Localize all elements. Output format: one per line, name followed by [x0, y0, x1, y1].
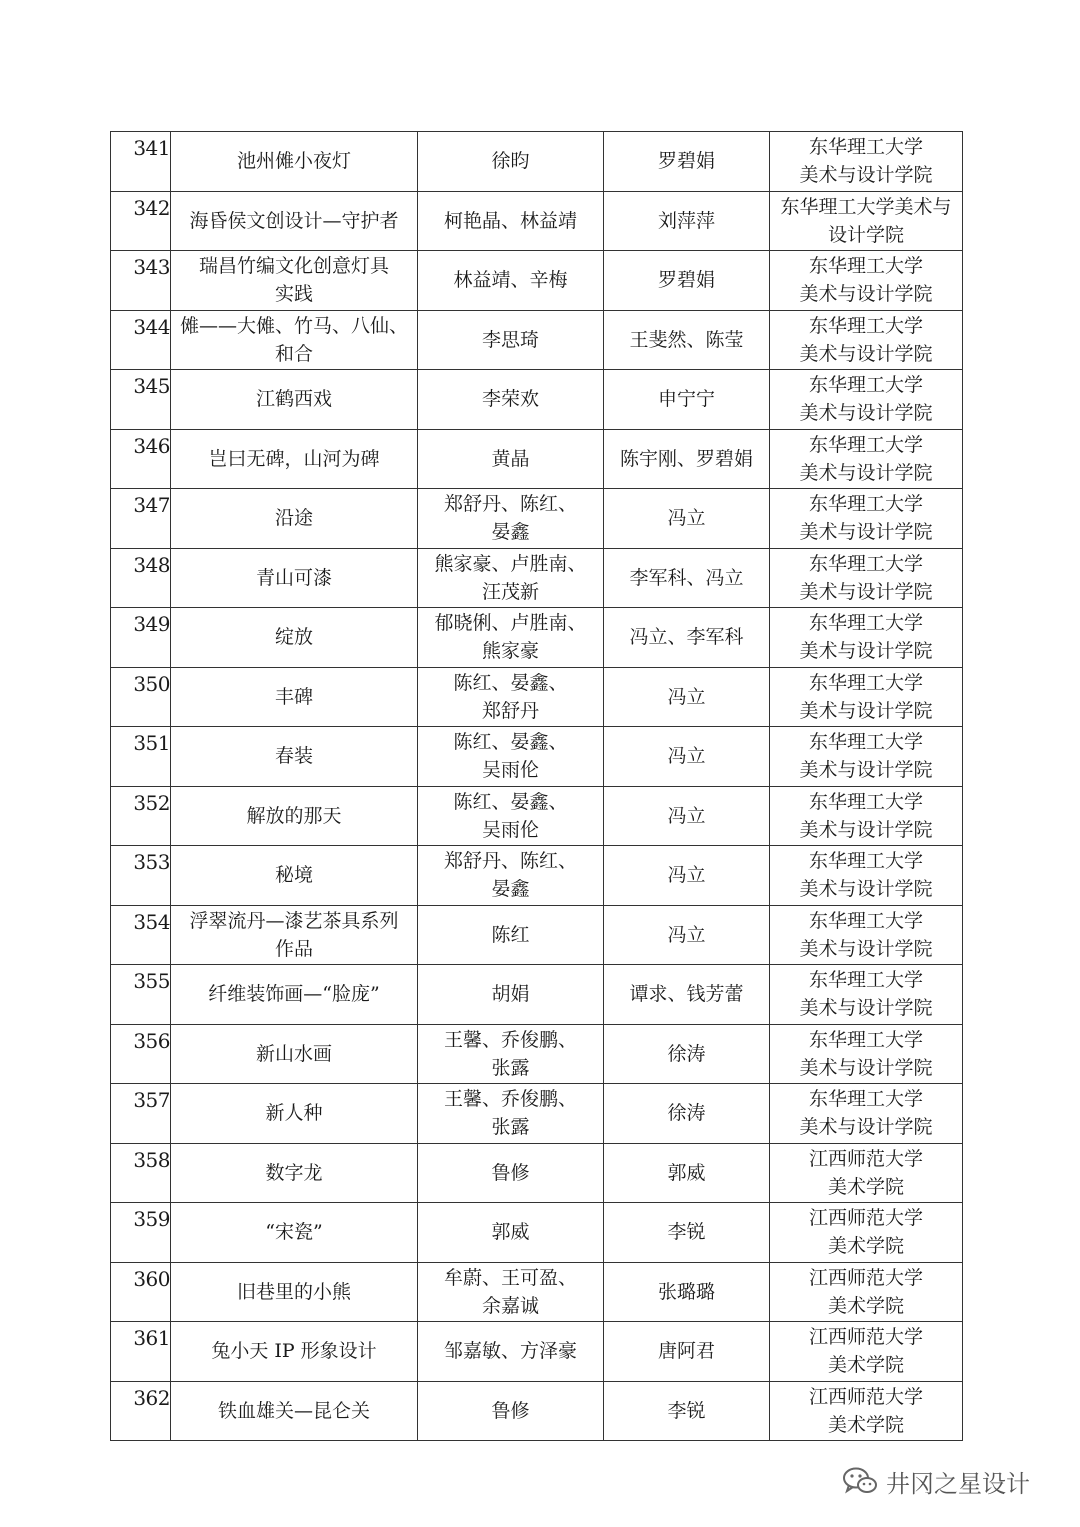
entry-number: 348 [111, 548, 171, 608]
table-row [111, 1381, 963, 1441]
entry-number: 344 [111, 310, 171, 370]
entry-number: 358 [111, 1143, 171, 1203]
watermark [842, 1463, 1030, 1499]
entry-number: 349 [111, 608, 171, 668]
entry-advisor: 罗碧娟 [604, 251, 770, 311]
table-row [111, 727, 963, 787]
entry-number: 354 [111, 905, 171, 965]
wechat-icon [842, 1466, 878, 1496]
entry-number: 352 [111, 786, 171, 846]
table-row [111, 965, 963, 1025]
entry-advisor: 李军科、冯立 [604, 548, 770, 608]
entry-advisor: 徐涛 [604, 1084, 770, 1144]
entry-title: 旧巷里的小熊 [171, 1262, 418, 1322]
entry-number: 351 [111, 727, 171, 787]
entry-school: 东华理工大学 美术与设计学院 [770, 489, 963, 549]
table-row [111, 1024, 963, 1084]
entry-author: 柯艳晶、林益靖 [418, 191, 604, 251]
table-row [111, 1143, 963, 1203]
entry-author: 李荣欢 [418, 370, 604, 430]
entry-author: 鲁修 [418, 1143, 604, 1203]
entry-title: 绽放 [171, 608, 418, 668]
entry-title: 海昏侯文创设计—守护者 [171, 191, 418, 251]
entry-author: 郭威 [418, 1203, 604, 1263]
entry-author: 黄晶 [418, 429, 604, 489]
entry-school: 江西师范大学 美术学院 [770, 1322, 963, 1382]
entry-number: 350 [111, 667, 171, 727]
entry-advisor: 张璐璐 [604, 1262, 770, 1322]
entry-school: 东华理工大学 美术与设计学院 [770, 1084, 963, 1144]
entry-advisor: 徐涛 [604, 1024, 770, 1084]
entry-school: 东华理工大学 美术与设计学院 [770, 132, 963, 192]
entry-school: 东华理工大学 美术与设计学院 [770, 965, 963, 1025]
entry-title: 解放的那天 [171, 786, 418, 846]
entry-advisor: 唐阿君 [604, 1322, 770, 1382]
entry-advisor: 冯立 [604, 667, 770, 727]
entry-school: 东华理工大学 美术与设计学院 [770, 251, 963, 311]
entry-title: 瑞昌竹编文化创意灯具 实践 [171, 251, 418, 311]
entry-title: 傩——大傩、竹马、八仙、 和合 [171, 310, 418, 370]
award-table-body [111, 132, 963, 1441]
entry-author: 陈红 [418, 905, 604, 965]
entry-advisor: 罗碧娟 [604, 132, 770, 192]
entry-school: 江西师范大学 美术学院 [770, 1262, 963, 1322]
table-row [111, 1203, 963, 1263]
entry-school: 东华理工大学 美术与设计学院 [770, 310, 963, 370]
entry-number: 362 [111, 1381, 171, 1441]
table-row [111, 1262, 963, 1322]
table-row [111, 370, 963, 430]
entry-author: 熊家豪、卢胜南、 汪茂新 [418, 548, 604, 608]
table-row [111, 667, 963, 727]
entry-advisor: 郭威 [604, 1143, 770, 1203]
entry-advisor: 陈宇刚、罗碧娟 [604, 429, 770, 489]
entry-school: 东华理工大学 美术与设计学院 [770, 846, 963, 906]
entry-title: 丰碑 [171, 667, 418, 727]
entry-number: 346 [111, 429, 171, 489]
entry-advisor: 冯立 [604, 727, 770, 787]
entry-advisor: 刘萍萍 [604, 191, 770, 251]
entry-title: 春装 [171, 727, 418, 787]
entry-advisor: 冯立 [604, 846, 770, 906]
table-row [111, 846, 963, 906]
entry-advisor: 李锐 [604, 1381, 770, 1441]
award-table [110, 131, 963, 1441]
entry-number: 353 [111, 846, 171, 906]
entry-author: 鲁修 [418, 1381, 604, 1441]
entry-author: 徐昀 [418, 132, 604, 192]
entry-advisor: 冯立 [604, 786, 770, 846]
table-row [111, 191, 963, 251]
table-row [111, 1322, 963, 1382]
table-row [111, 548, 963, 608]
entry-number: 361 [111, 1322, 171, 1382]
entry-number: 359 [111, 1203, 171, 1263]
entry-number: 356 [111, 1024, 171, 1084]
entry-author: 陈红、晏鑫、 吴雨伦 [418, 786, 604, 846]
entry-title: 数字龙 [171, 1143, 418, 1203]
entry-author: 郑舒丹、陈红、 晏鑫 [418, 846, 604, 906]
entry-author: 胡娟 [418, 965, 604, 1025]
entry-school: 东华理工大学 美术与设计学院 [770, 1024, 963, 1084]
entry-title: 新人种 [171, 1084, 418, 1144]
entry-author: 李思琦 [418, 310, 604, 370]
entry-author: 陈红、晏鑫、 郑舒丹 [418, 667, 604, 727]
table-row [111, 132, 963, 192]
table-row [111, 905, 963, 965]
entry-school: 东华理工大学 美术与设计学院 [770, 370, 963, 430]
entry-number: 360 [111, 1262, 171, 1322]
entry-school: 东华理工大学 美术与设计学院 [770, 548, 963, 608]
entry-school: 东华理工大学 美术与设计学院 [770, 905, 963, 965]
table-row [111, 608, 963, 668]
entry-title: 青山可漆 [171, 548, 418, 608]
entry-title: 纤维装饰画—“脸庞” [171, 965, 418, 1025]
entry-school: 东华理工大学 美术与设计学院 [770, 429, 963, 489]
entry-school: 江西师范大学 美术学院 [770, 1203, 963, 1263]
entry-title: 沿途 [171, 489, 418, 549]
entry-number: 342 [111, 191, 171, 251]
entry-number: 355 [111, 965, 171, 1025]
entry-school: 东华理工大学美术与 设计学院 [770, 191, 963, 251]
entry-author: 郁晓俐、卢胜南、 熊家豪 [418, 608, 604, 668]
entry-advisor: 冯立 [604, 905, 770, 965]
entry-advisor: 李锐 [604, 1203, 770, 1263]
entry-title: 江鹤西戏 [171, 370, 418, 430]
entry-school: 东华理工大学 美术与设计学院 [770, 667, 963, 727]
entry-author: 牟蔚、王可盈、 余嘉诚 [418, 1262, 604, 1322]
entry-title: “宋瓷” [171, 1203, 418, 1263]
table-row [111, 489, 963, 549]
entry-author: 郑舒丹、陈红、 晏鑫 [418, 489, 604, 549]
entry-school: 东华理工大学 美术与设计学院 [770, 608, 963, 668]
entry-title: 池州傩小夜灯 [171, 132, 418, 192]
entry-advisor: 冯立、李军科 [604, 608, 770, 668]
table-row [111, 310, 963, 370]
entry-school: 江西师范大学 美术学院 [770, 1381, 963, 1441]
entry-number: 341 [111, 132, 171, 192]
table-row [111, 429, 963, 489]
entry-author: 王馨、乔俊鹏、 张露 [418, 1084, 604, 1144]
entry-number: 347 [111, 489, 171, 549]
entry-number: 345 [111, 370, 171, 430]
entry-title: 岂曰无碑，山河为碑 [171, 429, 418, 489]
entry-title: 新山水画 [171, 1024, 418, 1084]
entry-author: 邹嘉敏、方泽豪 [418, 1322, 604, 1382]
entry-author: 王馨、乔俊鹏、 张露 [418, 1024, 604, 1084]
entry-school: 江西师范大学 美术学院 [770, 1143, 963, 1203]
table-row [111, 1084, 963, 1144]
watermark-text: 井冈之星设计 [886, 1469, 1030, 1498]
entry-title: 秘境 [171, 846, 418, 906]
entry-number: 343 [111, 251, 171, 311]
entry-author: 陈红、晏鑫、 吴雨伦 [418, 727, 604, 787]
entry-author: 林益靖、辛梅 [418, 251, 604, 311]
table-row [111, 786, 963, 846]
entry-advisor: 谭求、钱芳蕾 [604, 965, 770, 1025]
entry-advisor: 申宁宁 [604, 370, 770, 430]
entry-school: 东华理工大学 美术与设计学院 [770, 786, 963, 846]
entry-number: 357 [111, 1084, 171, 1144]
entry-advisor: 冯立 [604, 489, 770, 549]
entry-title: 浮翠流丹—漆艺茶具系列 作品 [171, 905, 418, 965]
entry-school: 东华理工大学 美术与设计学院 [770, 727, 963, 787]
entry-title: 铁血雄关—昆仑关 [171, 1381, 418, 1441]
entry-title: 兔小天 IP 形象设计 [171, 1322, 418, 1382]
entry-advisor: 王斐然、陈莹 [604, 310, 770, 370]
table-row [111, 251, 963, 311]
